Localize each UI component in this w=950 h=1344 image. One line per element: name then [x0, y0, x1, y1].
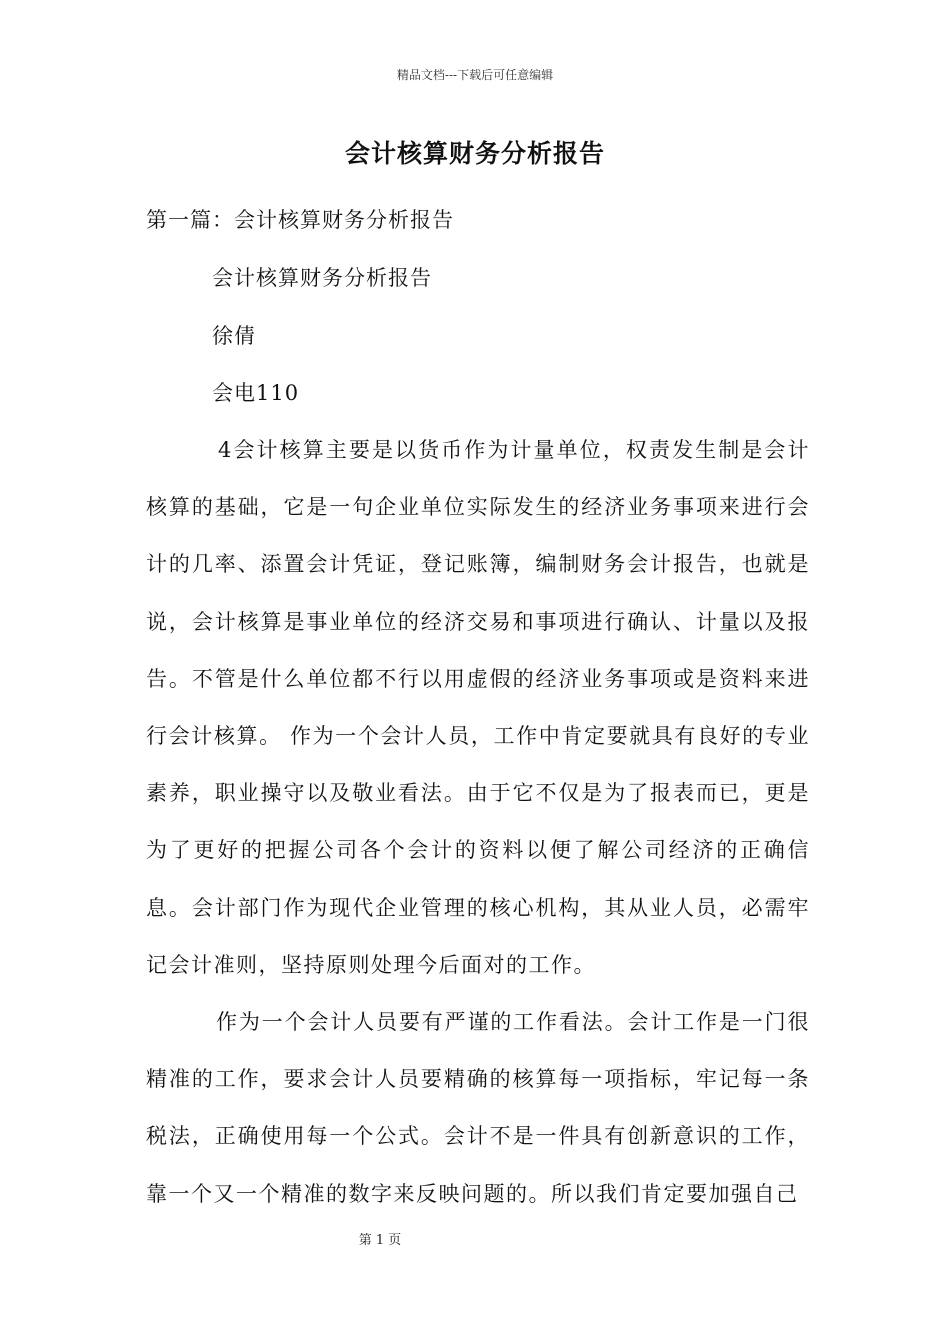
- report-subtitle: 会计核算财务分析报告: [212, 266, 432, 290]
- author-name: 徐倩: [212, 324, 256, 348]
- paragraph-2: 作为一个会计人员要有严谨的工作看法。会计工作是一门很精准的工作，要求会计人员要精确的核算每一项指标，牢记每一条税法，正确使用每一个公式。会计不是一件具有创新意识的工作，靠一个又一个精准的数字来反映问题的。所以我们肯定要加强自己: [146, 1010, 810, 1206]
- document-title: 会计核算财务分析报告: [344, 139, 605, 168]
- class-label: 会电110: [212, 381, 300, 405]
- page-number: 第 1 页: [358, 1233, 402, 1248]
- paragraph-1: 4会计核算主要是以货币作为计量单位，权责发生制是会计核算的基础，它是一句企业单位实际发生的经济业务事项来进行会计的几率、添置会计凭证，登记账簿，编制财务会计报告，也就是说，会计核算是事业单位的经济交易和事项进行确认、计量以及报告。不管是什么单位都不行以用虚假的经济业务事项或是资料来进行会计核算。 作为一个会计人员，工作中肯定要就具有良好的专业素养，职业操守以及敬业看法。由于它不仅是为了报表而已，更是为了更好的把握公司各个会计的资料以便了解公司经济的正确信息。会计部门作为现代企业管理的核心机构，其从业人员，必需牢记会计准则，坚持原则处理今后面对的工作。: [146, 438, 810, 977]
- section-heading: 第一篇：会计核算财务分析报告: [146, 208, 454, 232]
- page-header-note: 精品文档---下载后可任意编辑: [396, 68, 554, 82]
